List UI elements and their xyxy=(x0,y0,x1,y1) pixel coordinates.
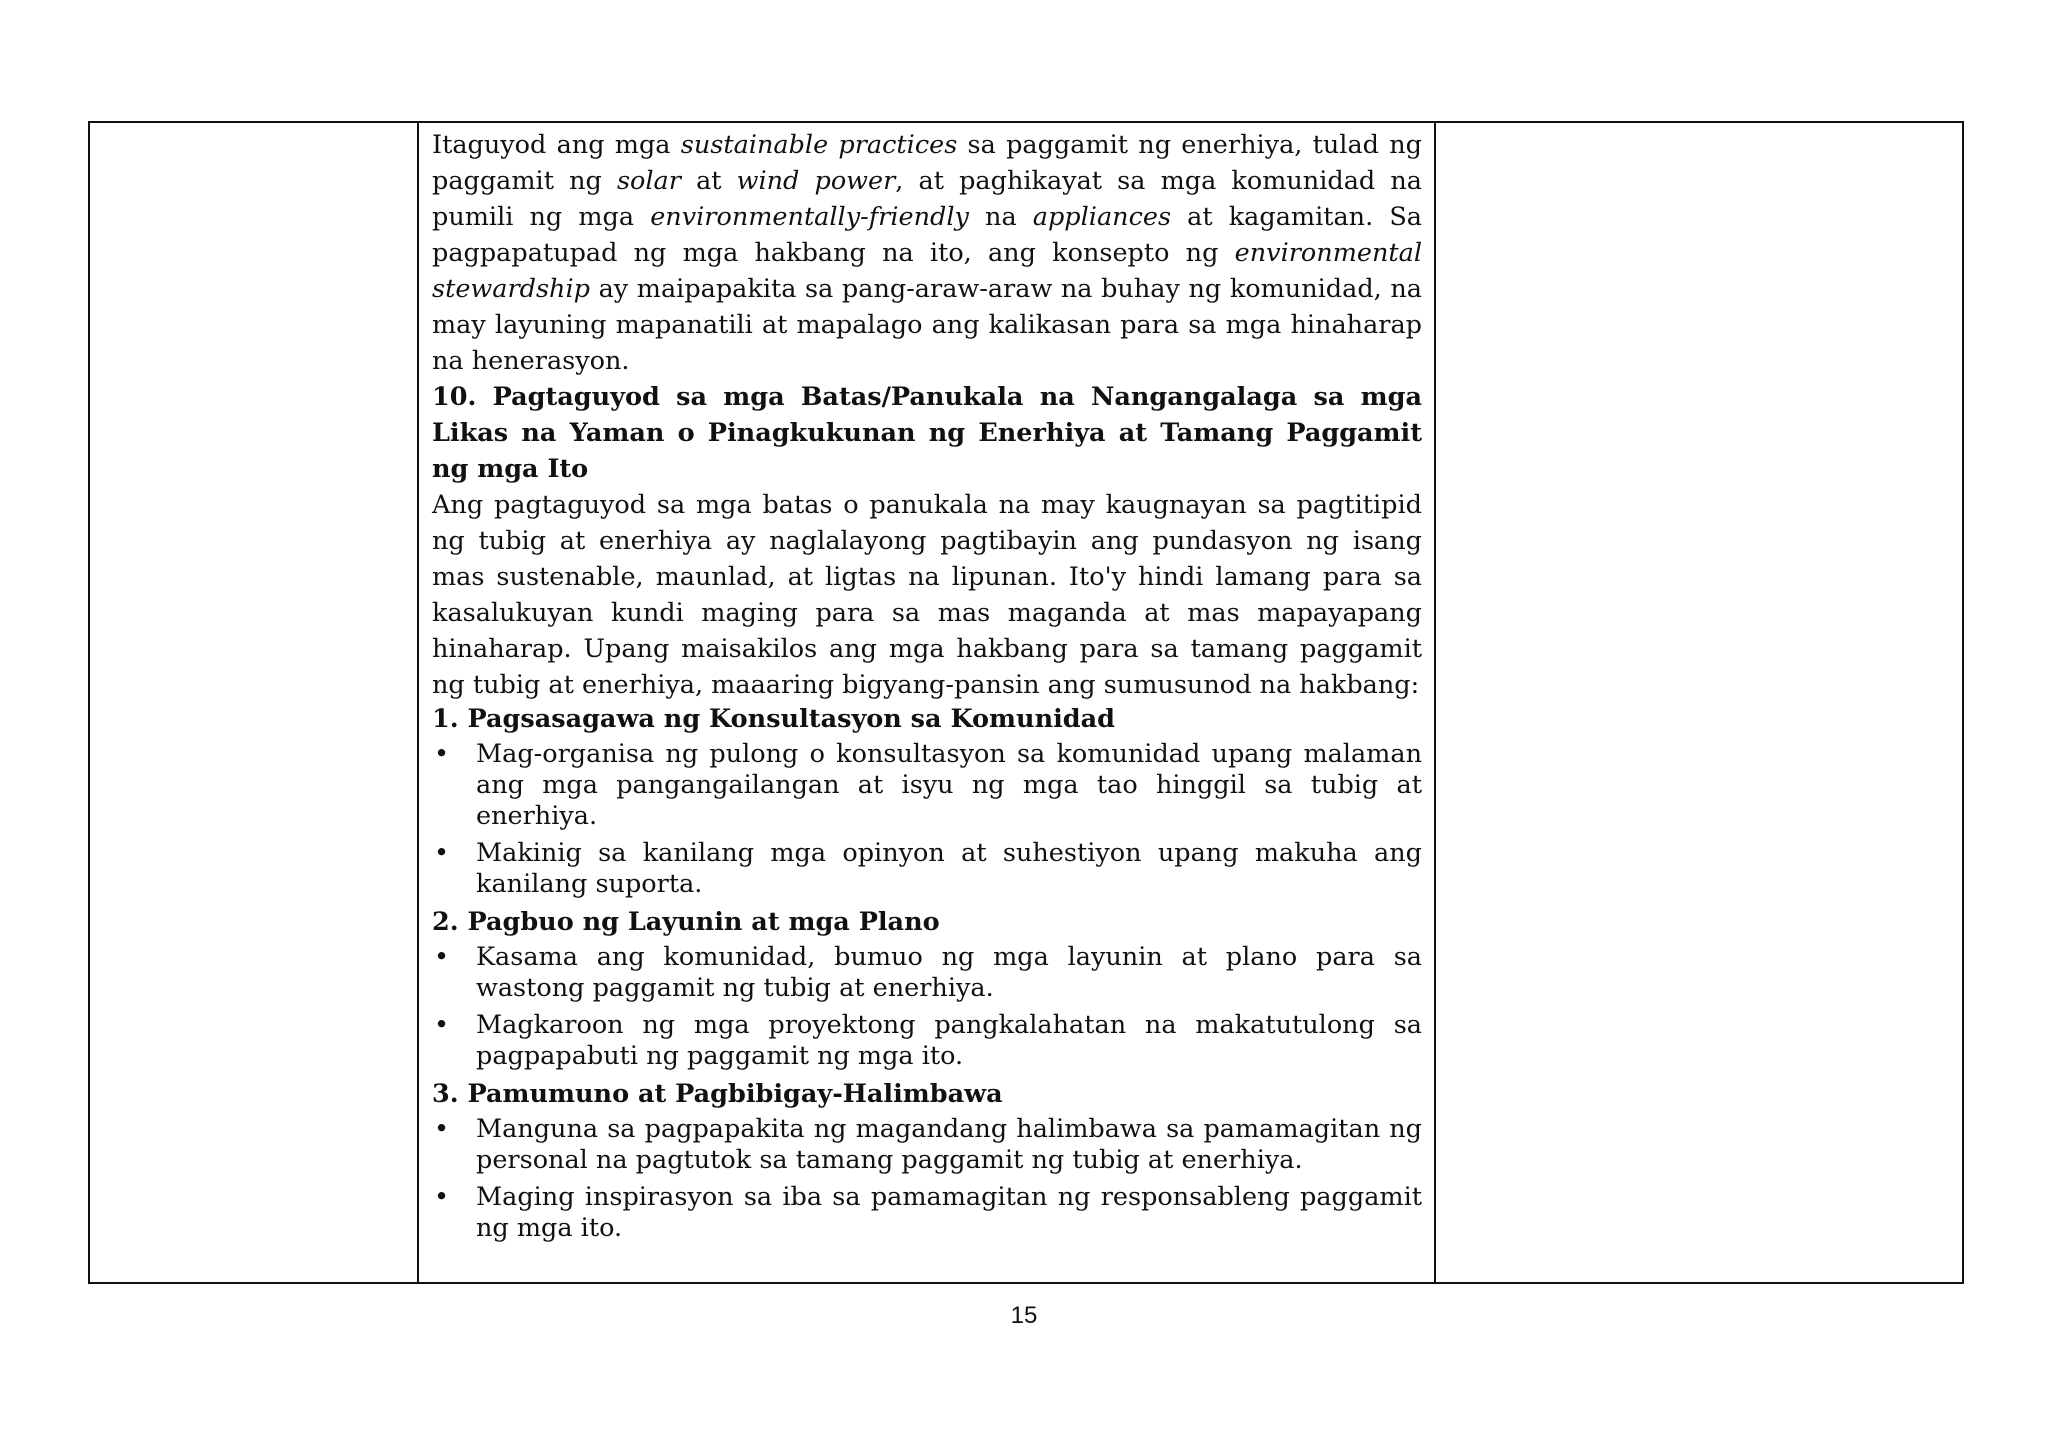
page-number: 15 xyxy=(1010,1302,1038,1329)
bullet-list xyxy=(432,942,1422,1072)
intro-text: na xyxy=(968,202,1033,232)
intro-text: at kagamitan. Sa pagpapatupad ng mga hakbang na ito, ang konsepto ng xyxy=(432,202,1423,268)
bullet-text: Mag-organisa ng pulong o konsultasyon sa komunidad upang malaman ang mga pangangailangan at isyu ng mga tao hinggil sa tubig at enerhiya. xyxy=(476,739,1422,831)
intro-italic-term: appliances xyxy=(1032,202,1172,232)
bullet-text: Makinig sa kanilang mga opinyon at suhestiyon upang makuha ang kanilang suporta. xyxy=(476,838,1422,899)
bullet-icon: • xyxy=(434,942,450,972)
section-paragraph: Ang pagtaguyod sa mga batas o panukala na may kaugnayan sa pagtitipid ng tubig at enerhiya ay naglalayong pagtibayin ang pundasyon ng isang mas sustenable, maunlad, at ligtas na lipunan. Ito'y hindi lamang para sa kasalukuyan kundi maging para sa mas maganda at mas mapayapang hinaharap. Upang maisakilos ang mga hakbang para sa tamang paggamit ng tubig at enerhiya, maaaring bigyang-pansin ang sumusunod na hakbang: xyxy=(432,490,1422,700)
intro-text: sa paggamit ng enerhiya, tulad ng paggamit ng xyxy=(432,130,1422,196)
content-table xyxy=(88,121,1964,1284)
bullet-item xyxy=(432,942,1422,1004)
section-heading: 10. Pagtaguyod sa mga Batas/Panukala na Nangangalaga sa mga Likas na Yaman o Pinagkukunan ng Enerhiya at Tamang Paggamit ng mga Ito xyxy=(432,382,1422,484)
intro-italic-term: wind power xyxy=(736,166,896,196)
step-title: 3. Pamumuno at Pagbibigay-Halimbawa xyxy=(432,1079,1003,1109)
table-column-left xyxy=(90,123,419,1282)
bullet-icon: • xyxy=(434,739,450,769)
intro-italic-term: environmentally-friendly xyxy=(650,202,969,232)
intro-text: , at paghikayat sa mga komunidad na pumili ng mga xyxy=(432,166,1422,232)
step-title: 2. Pagbuo ng Layunin at mga Plano xyxy=(432,907,940,937)
bullet-text: Manguna sa pagpapakita ng magandang halimbawa sa pamamagitan ng personal na pagtutok sa tamang paggamit ng tubig at enerhiya. xyxy=(476,1114,1422,1175)
bullet-icon: • xyxy=(434,838,450,868)
intro-italic-term: environmental stewardship xyxy=(432,238,1422,304)
intro-text: at xyxy=(680,166,737,196)
bullet-item xyxy=(432,1182,1422,1244)
table-column-right xyxy=(1436,123,1962,1282)
step-3 xyxy=(432,1078,1422,1244)
intro-paragraph xyxy=(432,127,1422,379)
bullet-icon: • xyxy=(434,1182,450,1212)
bullet-list xyxy=(432,1114,1422,1244)
bullet-item xyxy=(432,838,1422,900)
bullet-item xyxy=(432,739,1422,832)
intro-text: Itaguyod ang mga xyxy=(432,130,681,160)
bullet-text: Kasama ang komunidad, bumuo ng mga layunin at plano para sa wastong paggamit ng tubig at enerhiya. xyxy=(476,942,1422,1003)
table-column-content xyxy=(419,123,1436,1282)
bullet-text: Maging inspirasyon sa iba sa pamamagitan ng responsableng paggamit ng mga ito. xyxy=(476,1182,1422,1243)
bullet-item xyxy=(432,1010,1422,1072)
bullet-item xyxy=(432,1114,1422,1176)
intro-italic-term: solar xyxy=(616,166,681,196)
intro-text: ay maipapakita sa pang-araw-araw na buhay ng komunidad, na may layuning mapanatili at mapalago ang kalikasan para sa mga hinaharap na henerasyon. xyxy=(432,274,1422,376)
bullet-text: Magkaroon ng mga proyektong pangkalahatan na makatutulong sa pagpapabuti ng paggamit ng mga ito. xyxy=(476,1010,1422,1071)
step-title: 1. Pagsasagawa ng Konsultasyon sa Komunidad xyxy=(432,704,1115,734)
bullet-icon: • xyxy=(434,1010,450,1040)
step-1 xyxy=(432,703,1422,900)
bullet-icon: • xyxy=(434,1114,450,1144)
bullet-list xyxy=(432,739,1422,900)
step-2 xyxy=(432,906,1422,1072)
intro-italic-term: sustainable practices xyxy=(680,130,958,160)
